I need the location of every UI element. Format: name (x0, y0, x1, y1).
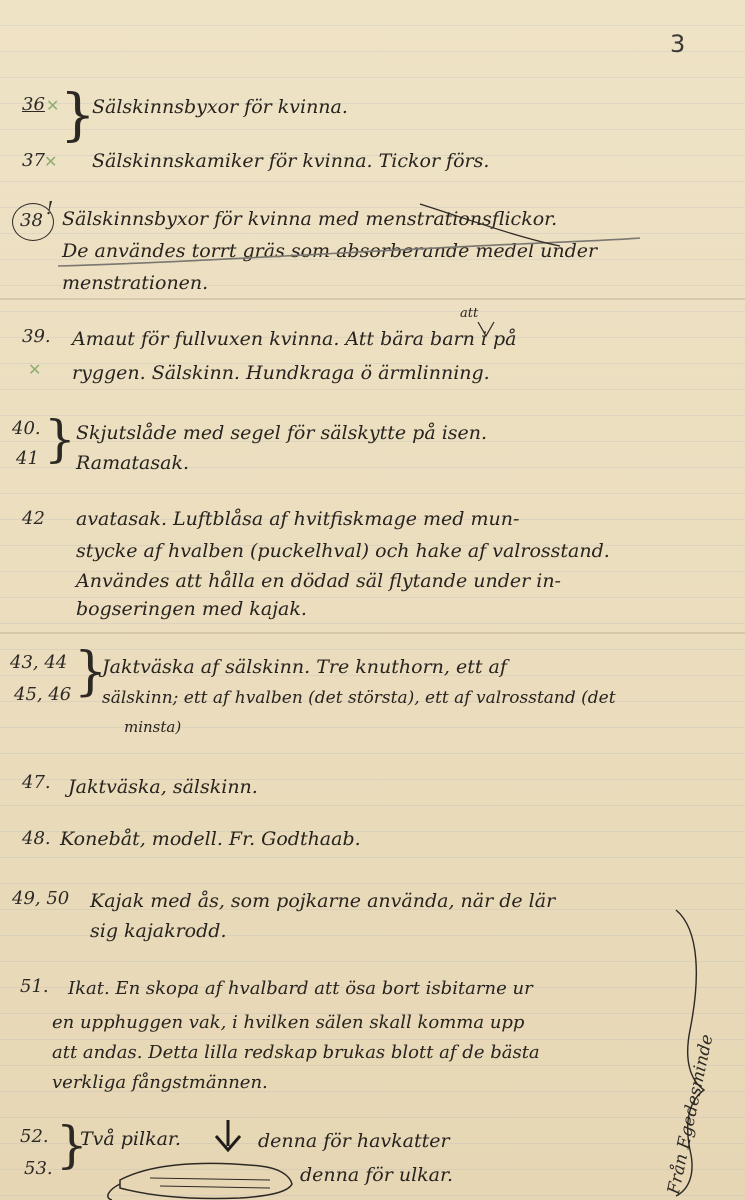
entry-text-52: Två pilkar. (80, 1128, 181, 1150)
entry-text-43-line2: sälskinn; ett af hvalben (det största), ett af valrosstand (det (102, 688, 616, 708)
entry-text-48: Konebåt, modell. Fr. Godthaab. (60, 828, 361, 850)
pilk-drawing-52 (216, 1120, 240, 1150)
strike-through (420, 204, 560, 246)
check-mark: ✕ (44, 152, 58, 171)
entry-text-47: Jaktväska, sälskinn. (68, 776, 258, 798)
entry-text-37: Sälskinnskamiker för kvinna. Tickor förs. (92, 150, 490, 172)
entry-number-49-50: 49, 50 (12, 888, 70, 909)
entry-text-51-line2: en upphuggen vak, i hvilken sälen skall komma upp (52, 1012, 525, 1033)
brace-43-46: } (74, 642, 108, 702)
check-mark: ✕ (46, 96, 60, 115)
entry-number-47: 47. (22, 772, 51, 793)
pencil-underline (58, 238, 640, 266)
entry-text-49-line1: Kajak med ås, som pojkarne använda, när de lär (90, 890, 556, 912)
entry-number-41: 41 (16, 448, 39, 469)
entry-text-41: Ramatasak. (76, 452, 190, 474)
right-brace (676, 910, 704, 1196)
entry-text-40: Skjutslåde med segel för sälskytte på isen. (76, 422, 488, 444)
entry-text-52-note: denna för havkatter (258, 1130, 450, 1152)
entry-number-51: 51. (20, 976, 49, 997)
entry-text-42-line3: Användes att hålla en dödad säl flytande under in- (76, 570, 561, 592)
entry-number-40: 40. (12, 418, 41, 439)
entry-text-51-line1: Ikat. En skopa af hvalbard att ösa bort isbitarne ur (68, 978, 533, 999)
exclamation-mark: ! (46, 198, 54, 219)
entry-text-38-line3: menstrationen. (62, 272, 209, 294)
brace-40-41: } (44, 410, 76, 468)
entry-number-48: 48. (22, 828, 51, 849)
entry-number-43-44: 43, 44 (10, 652, 68, 673)
entry-text-38-line2: De användes torrt gräs som absorberande medel under (62, 240, 598, 262)
page-number: 3 (670, 30, 686, 58)
entry-text-42-line2: stycke af hvalben (puckelhval) och hake af valrosstand. (76, 540, 610, 562)
entry-number-53: 53. (24, 1158, 53, 1179)
check-mark: ✕ (28, 360, 42, 379)
entry-text-39-line2: ryggen. Sälskinn. Hundkraga ö ärmlinning. (72, 362, 490, 384)
brace-36-37: } (60, 83, 96, 148)
entry-text-53-note: denna för ulkar. (300, 1164, 454, 1186)
entry-number-37: 37 (22, 150, 45, 171)
entry-text-43-line1: Jaktväska af sälskinn. Tre knuthorn, ett af (102, 656, 507, 678)
insertion-caret (478, 322, 494, 336)
entry-text-42-line1: avatasak. Luftblåsa af hvitfiskmage med mun- (76, 508, 520, 530)
brace-52-53: } (56, 1116, 88, 1174)
entry-number-39: 39. (22, 326, 51, 347)
entry-number-36: 36 (22, 94, 45, 115)
entry-text-42-line4: bogseringen med kajak. (76, 598, 307, 620)
entry-text-36: Sälskinnsbyxor för kvinna. (92, 96, 348, 118)
entry-text-43-line3: minsta) (124, 718, 182, 736)
pilk-drawing-53 (108, 1163, 292, 1200)
margin-note: Från Egedesminde (664, 1032, 718, 1197)
entry-text-51-line4: verkliga fångstmännen. (52, 1072, 268, 1093)
entry-number-52: 52. (20, 1126, 49, 1147)
entry-text-38-line1: Sälskinnsbyxor för kvinna med menstrationsflickor. (62, 208, 558, 230)
entry-text-49-line2: sig kajakrodd. (90, 920, 227, 942)
entry-text-51-line3: att andas. Detta lilla redskap brukas blott af de bästa (52, 1042, 540, 1063)
entry-text-39-line1: Amaut för fullvuxen kvinna. Att bära barn i på (72, 328, 517, 350)
entry-number-42: 42 (22, 508, 45, 529)
interlinear-word: att (460, 306, 479, 321)
entry-number-45-46: 45, 46 (14, 684, 72, 705)
entry-number-38: 38 (20, 210, 43, 231)
